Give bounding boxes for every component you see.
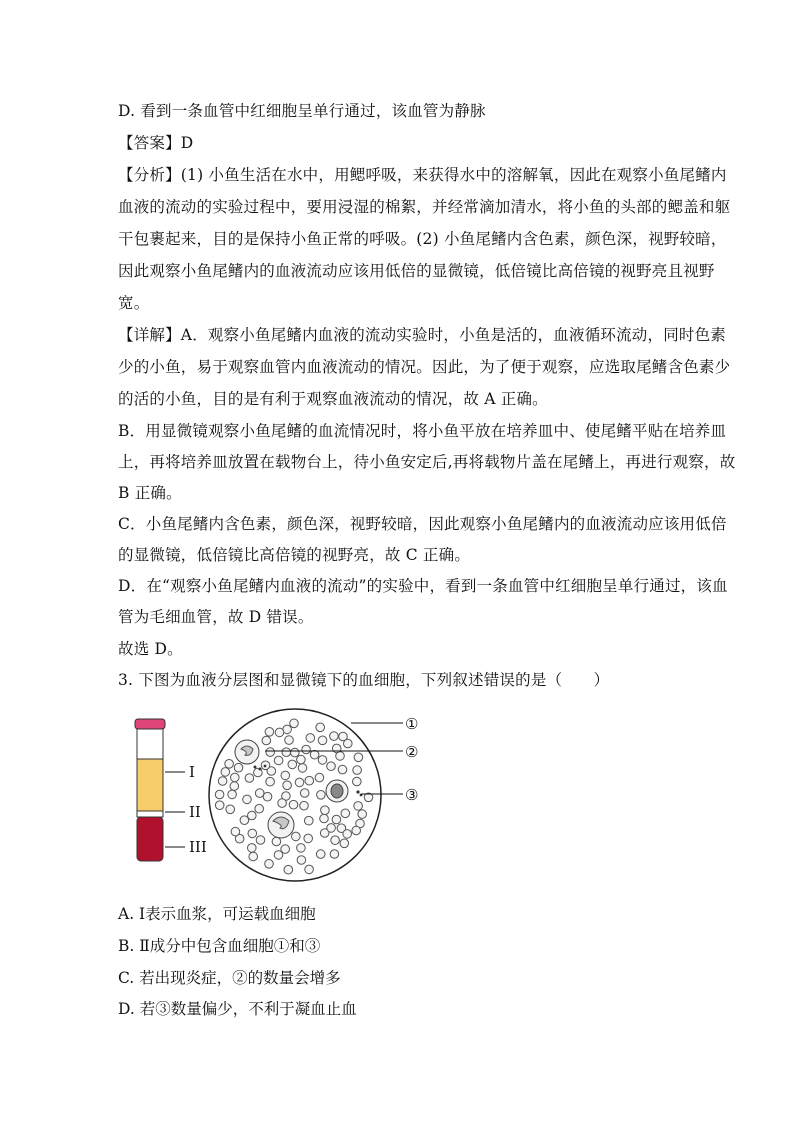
tube-label-I: I bbox=[189, 763, 195, 781]
cell-label-2: ② bbox=[405, 743, 419, 761]
white-blood-cell-3 bbox=[326, 780, 348, 802]
red-blood-cell bbox=[290, 719, 299, 728]
plasma-layer bbox=[137, 759, 163, 811]
tube-empty bbox=[137, 729, 163, 759]
red-blood-cell bbox=[226, 805, 235, 814]
white-cell-layer bbox=[137, 811, 163, 817]
red-blood-cell bbox=[340, 839, 349, 848]
red-blood-cell bbox=[225, 760, 234, 769]
red-blood-cell bbox=[231, 827, 240, 836]
red-blood-cell bbox=[354, 753, 363, 762]
red-blood-cell bbox=[318, 756, 327, 765]
choice-d: D. 若③数量偏少，不利于凝血止血 bbox=[118, 1000, 357, 1018]
red-blood-cell bbox=[249, 852, 258, 861]
red-blood-cell bbox=[215, 790, 224, 799]
blood-figure bbox=[125, 705, 445, 885]
red-blood-cell bbox=[358, 810, 367, 819]
red-blood-cell bbox=[353, 777, 362, 786]
red-blood-cell bbox=[265, 860, 274, 869]
text-line: 上，再将培养皿放置在载物台上，待小鱼安定后,再将载物片盖在尾鳍上，再进行观察，故 bbox=[118, 453, 736, 471]
red-blood-cell bbox=[300, 789, 309, 798]
analysis-line: 【分析】(1) 小鱼生活在水中，用鳃呼吸，来获得水中的溶解氧，因此在观察小鱼尾鳍内 bbox=[118, 166, 727, 184]
red-blood-cell bbox=[283, 781, 292, 790]
red-blood-cell bbox=[215, 801, 224, 810]
tube-label-III: III bbox=[189, 838, 207, 856]
red-blood-cell bbox=[327, 762, 336, 771]
red-blood-cell bbox=[218, 777, 227, 786]
text-line: C．小鱼尾鳍内含色素，颜色深，视野较暗，因此观察小鱼尾鳍内的血液流动应该用低倍 bbox=[118, 515, 727, 533]
red-blood-cell bbox=[305, 816, 314, 825]
red-blood-cell bbox=[320, 814, 329, 823]
test-tube bbox=[135, 719, 207, 861]
red-blood-cell bbox=[263, 792, 272, 801]
red-blood-cell bbox=[285, 736, 294, 745]
red-blood-cell bbox=[316, 723, 325, 732]
red-blood-cell bbox=[330, 732, 339, 741]
red-blood-cell bbox=[316, 850, 325, 859]
red-blood-cell bbox=[231, 773, 240, 782]
red-blood-cell bbox=[288, 760, 297, 769]
red-blood-cell bbox=[327, 824, 336, 833]
microscope-field bbox=[209, 709, 418, 881]
cell-label-3: ③ bbox=[405, 786, 419, 804]
text-line: 管为毛细血管，故 D 错误。 bbox=[118, 608, 314, 626]
red-blood-cell bbox=[317, 791, 326, 800]
tube-cap bbox=[135, 719, 165, 729]
white-blood-cell-2 bbox=[268, 812, 294, 838]
red-blood-cell bbox=[330, 850, 339, 859]
question-line: 3. 下图为血液分层图和显微镜下的血细胞，下列叙述错误的是（ ） bbox=[118, 671, 610, 689]
red-blood-cell bbox=[292, 832, 301, 841]
red-blood-cell bbox=[228, 790, 237, 799]
cell-label-1: ① bbox=[405, 715, 419, 733]
red-blood-cell bbox=[310, 750, 319, 759]
red-blood-cell bbox=[297, 755, 306, 764]
text-line: 少的小鱼，易于观察血管内血液流动的情况。因此，为了便于观察，应选取尾鳍含色素少 bbox=[118, 358, 731, 376]
red-blood-cell bbox=[343, 830, 352, 839]
white-blood-cell-1 bbox=[235, 740, 259, 764]
red-blood-cell bbox=[234, 763, 243, 772]
red-blood-cell bbox=[305, 865, 314, 874]
red-blood-cell bbox=[248, 829, 257, 838]
text-line: 的显微镜，低倍镜比高倍镜的视野亮，故 C 正确。 bbox=[118, 546, 471, 564]
red-blood-cell bbox=[256, 836, 265, 845]
red-blood-cell bbox=[281, 771, 290, 780]
red-blood-cell bbox=[338, 765, 347, 774]
choice-b: B. Ⅱ成分中包含血细胞①和③ bbox=[118, 937, 321, 955]
red-blood-cell bbox=[278, 799, 287, 808]
choice-a: A. Ⅰ表示血浆，可运载血细胞 bbox=[118, 905, 316, 923]
explanation-line: 【详解】A．观察小鱼尾鳍内血液的流动实验时，小鱼是活的，血液循环流动，同时色素 bbox=[118, 326, 726, 344]
red-blood-cell bbox=[255, 789, 264, 798]
red-blood-cell bbox=[298, 764, 307, 773]
red-blood-cell bbox=[331, 836, 340, 845]
red-blood-cell bbox=[304, 834, 313, 843]
red-blood-cell bbox=[297, 844, 306, 853]
red-blood-cell bbox=[255, 804, 264, 813]
red-cell-layer bbox=[137, 817, 163, 861]
red-blood-cell bbox=[321, 806, 330, 815]
red-blood-cell bbox=[282, 748, 291, 757]
tube-label-II: II bbox=[189, 803, 201, 821]
red-blood-cell bbox=[262, 736, 271, 745]
red-blood-cell bbox=[297, 856, 306, 865]
red-blood-cell bbox=[318, 736, 327, 745]
red-blood-cell bbox=[332, 815, 341, 824]
red-blood-cell bbox=[275, 728, 284, 737]
red-blood-cell bbox=[221, 768, 230, 777]
text-line: 的活的小鱼，目的是有利于观察血液流动的情况，故 A 正确。 bbox=[118, 390, 548, 408]
choice-c: C. 若出现炎症，②的数量会增多 bbox=[118, 969, 341, 987]
text-line: B．用显微镜观察小鱼尾鳍的血流情况时，将小鱼平放在培养皿中、使尾鳍平贴在培养皿 bbox=[118, 422, 727, 440]
text-line: 宽。 bbox=[118, 294, 150, 312]
red-blood-cell bbox=[245, 774, 254, 783]
text-line: 干包裹起来，目的是保持小鱼正常的呼吸。(2) 小鱼尾鳍内含色素，颜色深，视野较暗， bbox=[118, 230, 727, 248]
red-blood-cell bbox=[265, 728, 274, 737]
red-blood-cell bbox=[353, 766, 362, 775]
red-blood-cell bbox=[284, 865, 293, 874]
red-blood-cell bbox=[248, 811, 257, 820]
red-blood-cell bbox=[339, 732, 348, 741]
red-blood-cell bbox=[266, 777, 275, 786]
red-blood-cell bbox=[306, 734, 315, 743]
red-blood-cell bbox=[274, 756, 283, 765]
red-blood-cell bbox=[289, 800, 298, 809]
red-blood-cell bbox=[291, 748, 300, 757]
red-blood-cell bbox=[302, 745, 311, 754]
red-blood-cell bbox=[300, 801, 309, 810]
red-blood-cell bbox=[352, 826, 361, 835]
red-blood-cell bbox=[272, 837, 281, 846]
red-blood-cell bbox=[248, 844, 257, 853]
text-line: D. 看到一条血管中红细胞呈单行通过，该血管为静脉 bbox=[118, 102, 486, 120]
text-line: B 正确。 bbox=[118, 484, 182, 502]
red-blood-cell bbox=[341, 809, 350, 818]
blood-diagram bbox=[125, 705, 445, 885]
text-line: 故选 D。 bbox=[118, 640, 183, 658]
red-blood-cell bbox=[295, 778, 304, 787]
text-line: 血液的流动的实验过程中，要用浸湿的棉絮，并经常滴加清水，将小鱼的头部的鳃盖和躯 bbox=[118, 198, 731, 216]
red-blood-cell bbox=[305, 776, 314, 785]
text-line: D．在“观察小鱼尾鳍内血液的流动”的实验中，看到一条血管中红细胞呈单行通过，该血 bbox=[118, 577, 728, 595]
red-blood-cell bbox=[274, 851, 283, 860]
red-blood-cell bbox=[315, 773, 324, 782]
red-blood-cell bbox=[354, 802, 363, 811]
red-blood-cell bbox=[243, 795, 252, 804]
red-blood-cell bbox=[266, 748, 275, 757]
text-line: 因此观察小鱼尾鳍内的血液流动应该用低倍的显微镜，低倍镜比高倍镜的视野亮且视野 bbox=[118, 262, 715, 280]
answer-line: 【答案】D bbox=[118, 134, 194, 152]
red-blood-cell bbox=[230, 782, 239, 791]
